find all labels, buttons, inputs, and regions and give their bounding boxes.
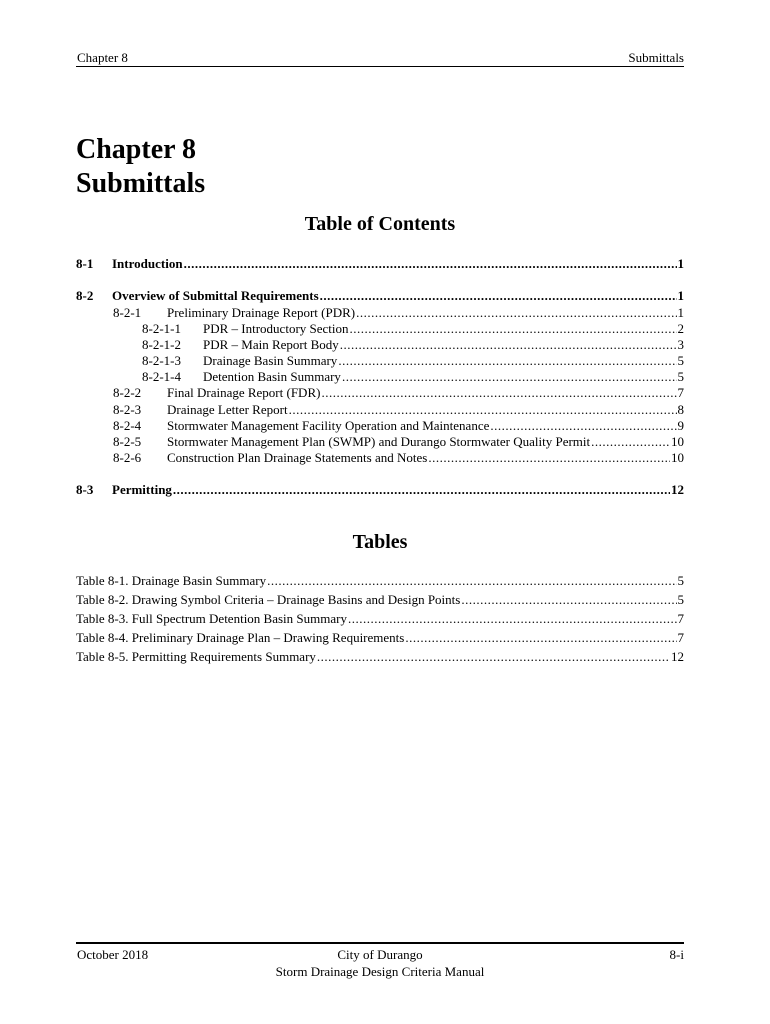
toc-entry-8-2-4[interactable] [113, 417, 684, 434]
toc-entry-number: 8-3 [76, 482, 94, 497]
toc-entry-number: 8-2-1-1 [142, 321, 181, 336]
header-rule [76, 66, 684, 67]
table-list-entry[interactable] [76, 591, 684, 608]
toc-entry-number: 8-2-6 [113, 450, 142, 465]
dot-leader [405, 629, 676, 646]
footer-publisher [76, 946, 684, 980]
dot-leader [348, 610, 677, 627]
footer-rule [76, 942, 684, 944]
header-chapter: Chapter 8 [77, 50, 128, 65]
toc-entry-page: 3 [677, 337, 684, 352]
toc-entry-text: Introduction [112, 256, 183, 271]
dot-leader [289, 401, 677, 418]
chapter-title-line1: Chapter 8 [76, 134, 197, 165]
toc-entry-number: 8-2-4 [113, 418, 142, 433]
table-entry-text: Table 8-3. Full Spectrum Detention Basin Summary [76, 611, 347, 626]
footer-manual-title: Storm Drainage Design Criteria Manual [275, 964, 485, 979]
footer-date: October 2018 [77, 947, 149, 962]
toc-entry-number: 8-2-5 [113, 434, 142, 449]
toc-entry-number: 8-2-1-2 [142, 337, 181, 352]
toc-entry-8-2-1-3[interactable] [142, 352, 684, 369]
table-entry-page: 5 [677, 592, 684, 607]
dot-leader [350, 320, 677, 337]
toc-entry-page: 7 [677, 385, 684, 400]
toc-entry-number: 8-2 [76, 288, 94, 303]
toc-entry-8-2-1[interactable] [113, 304, 684, 321]
toc-entry-8-2-1-4[interactable] [142, 368, 684, 385]
toc-entry-page: 12 [671, 482, 684, 497]
dot-leader [173, 481, 670, 498]
dot-leader [461, 591, 676, 608]
dot-leader [184, 255, 677, 272]
dot-leader [317, 648, 670, 665]
footer-city: City of Durango [337, 947, 423, 962]
chapter-title-line2: Submittals [76, 168, 206, 199]
toc-entry-text: Permitting [112, 482, 172, 497]
table-entry-page: 5 [677, 573, 684, 588]
toc-entry-number: 8-2-2 [113, 385, 142, 400]
toc-entry-text: Construction Plan Drainage Statements and Notes [167, 450, 428, 465]
toc-entry-number: 8-2-1-4 [142, 369, 181, 384]
toc-entry-number: 8-1 [76, 256, 94, 271]
table-entry-text: Table 8-4. Preliminary Drainage Plan – Drawing Requirements [76, 630, 405, 645]
toc-entry-8-3[interactable] [76, 481, 684, 498]
toc-entry-page: 10 [671, 434, 684, 449]
toc-entry-8-2-2[interactable] [113, 384, 684, 401]
toc-entry-number: 8-2-3 [113, 402, 142, 417]
toc-entry-8-2-5[interactable] [113, 433, 684, 450]
table-entry-page: 7 [677, 611, 684, 626]
toc-entry-text: PDR – Introductory Section [203, 321, 349, 336]
dot-leader [338, 352, 676, 369]
tables-heading: Tables [352, 531, 408, 553]
toc-entry-8-2-1-2[interactable] [142, 336, 684, 353]
toc-entry-page: 1 [677, 256, 684, 271]
table-entry-text: Table 8-2. Drawing Symbol Criteria – Drainage Basins and Design Points [76, 592, 461, 607]
toc-entry-text: Preliminary Drainage Report (PDR) [167, 305, 356, 320]
dot-leader [356, 304, 676, 321]
toc-entry-text: PDR – Main Report Body [203, 337, 339, 352]
toc-entry-page: 8 [677, 402, 684, 417]
table-entry-page: 7 [677, 630, 684, 645]
table-entry-text: Table 8-5. Permitting Requirements Summary [76, 649, 316, 664]
toc-entry-page: 9 [677, 418, 684, 433]
toc-entry-8-1[interactable] [76, 255, 684, 272]
dot-leader [267, 572, 676, 589]
dot-leader [342, 368, 677, 385]
toc-entry-number: 8-2-1-3 [142, 353, 181, 368]
toc-entry-8-2-6[interactable] [113, 449, 684, 466]
toc-entry-page: 1 [677, 288, 684, 303]
table-entry-text: Table 8-1. Drainage Basin Summary [76, 573, 267, 588]
toc-entry-text: Detention Basin Summary [203, 369, 341, 384]
table-list-entry[interactable] [76, 629, 684, 646]
table-list-entry[interactable] [76, 610, 684, 627]
toc-entry-8-2-1-1[interactable] [142, 320, 684, 337]
dot-leader [340, 336, 677, 353]
toc-entry-page: 5 [677, 369, 684, 384]
toc-entry-page: 1 [677, 305, 684, 320]
toc-entry-text: Overview of Submittal Requirements [112, 288, 319, 303]
toc-entry-8-2[interactable] [76, 287, 684, 304]
footer-page-number: 8-i [669, 947, 684, 962]
table-list-entry[interactable] [76, 572, 684, 589]
header-section: Submittals [628, 50, 684, 65]
toc-entry-page: 2 [677, 321, 684, 336]
toc-entry-number: 8-2-1 [113, 305, 142, 320]
toc-entry-text: Drainage Basin Summary [203, 353, 338, 368]
toc-entry-page: 10 [671, 450, 684, 465]
dot-leader [591, 433, 670, 450]
toc-entry-text: Stormwater Management Plan (SWMP) and Durango Stormwater Quality Permit [167, 434, 591, 449]
table-list-entry[interactable] [76, 648, 684, 665]
toc-entry-8-2-3[interactable] [113, 401, 684, 418]
dot-leader [321, 384, 676, 401]
dot-leader [428, 449, 670, 466]
toc-heading: Table of Contents [304, 213, 456, 235]
toc-entry-page: 5 [677, 353, 684, 368]
toc-entry-text: Stormwater Management Facility Operation and Maintenance [167, 418, 490, 433]
toc-entry-text: Drainage Letter Report [167, 402, 288, 417]
dot-leader [320, 287, 677, 304]
table-entry-page: 12 [671, 649, 684, 664]
chapter-title [76, 133, 205, 201]
dot-leader [490, 417, 676, 434]
toc-entry-text: Final Drainage Report (FDR) [167, 385, 321, 400]
